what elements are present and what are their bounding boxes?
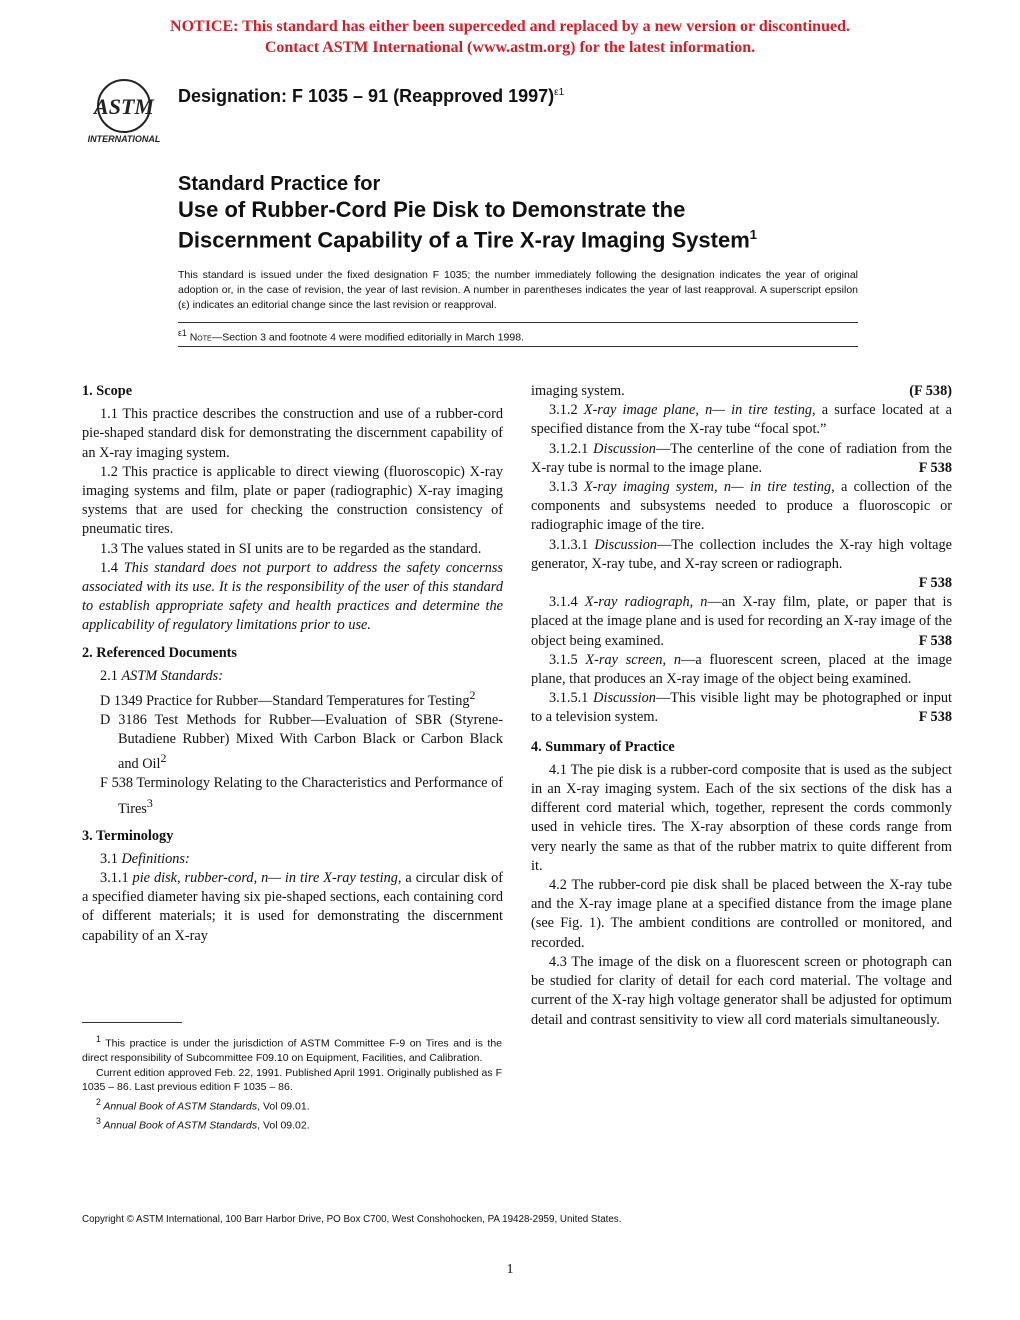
para-3-1-3: 3.1.3 X-ray imaging system, n— in tire testing, a collection of the components and subsystems needed to produce a fluoroscopic or radiographic image of the tire.: [531, 479, 952, 534]
para-2-1: 2.1 ASTM Standards:: [100, 667, 223, 684]
para-1-2: 1.2 This practice is applicable to direct viewing (fluoroscopic) X-ray imaging systems and film, plate or paper (radiographic) X-ray imaging systems that are used for checking the construction consistency of pneumatic tires.: [82, 463, 503, 538]
para-cont: imaging system. (F 538): [531, 383, 952, 399]
para-4-2: 4.2 The rubber-cord pie disk shall be placed between the X-ray tube and the X-ray image plane at a specified distance from the image plane (see Fig. 1). The ambient conditions are controlled or monitored, and recorded.: [531, 877, 952, 951]
para-3-1-4: 3.1.4 X-ray radiograph, n—an X-ray film, plate, or paper that is placed at the image plane and is used for recording an X-ray image of the object being examined. F 538: [531, 594, 953, 649]
ref-d1349: D 1349 Practice for Rubber—Standard Temperatures for Testing$^2$: [100, 688, 476, 709]
para-1-1: 1.1 This practice describes the construction and use of a rubber-cord pie-shaped standard disk for demonstrating the discernment capability of an X-ray imaging system.: [82, 406, 503, 461]
astm-logo: [84, 74, 170, 146]
notice-line-2: Contact ASTM International (www.astm.org) for the latest information.: [264, 39, 756, 56]
para-3-1-1: 3.1.1 pie disk, rubber-cord, n— in tire X-ray testing, a circular disk of a specified diameter having six pie-shaped sections, each containing cord of different materials; it is used for demonstrating the discernment capability of an X-ray: [82, 869, 503, 944]
section-2-heading: 2. Referenced Documents: [82, 644, 237, 661]
title-line-1: Standard Practice for: [178, 173, 381, 195]
designation-sup: ε1: [554, 87, 565, 98]
page-number: 1: [506, 1262, 514, 1277]
footnotes: [82, 1032, 502, 1133]
epsilon-note: $^{\varepsilon 1}$ Note—Section 3 and footnote 4 were modified editorially in March 1998.: [178, 328, 524, 344]
title-line-2: Use of Rubber-Cord Pie Disk to Demonstrate the: [178, 197, 686, 222]
designation-text: Designation: F 1035 – 91 (Reapproved 1997): [178, 86, 555, 106]
para-4-3: 4.3 The image of the disk on a fluorescent screen or photograph can be studied for clarity of detail for each cord material. The voltage and current of the X-ray high voltage generator shall be adjusted for optimum detail and contrast sensitivity to view all cord materials simultaneously.: [531, 953, 952, 1028]
footnote-1: $^1$ This practice is under the jurisdiction of ASTM Committee F-9 on Tires and is the direct responsibility of Subcommittee F09.10 on Equipment, Facilities, and Calibration.: [82, 1034, 502, 1064]
para-3-1: 3.1 Definitions:: [100, 850, 190, 867]
logo-subtext: INTERNATIONAL: [87, 134, 161, 144]
tag-3-1-3-1: F 538: [918, 575, 952, 592]
preamble: This standard is issued under the fixed designation F 1035; the number immediately following the designation indicates the year of original adoption or, in the case of revision, the year of last revision. A number in parentheses indicates the year of last reapproval. A superscript epsilon (ε) indicates an editorial change since the last revision or reapproval.: [178, 269, 858, 311]
para-3-1-3-1: 3.1.3.1 Discussion—The collection includes the X-ray high voltage generator, X-ray tube, and X-ray screen or radiograph.: [531, 536, 952, 572]
para-3-1-5-1: 3.1.5.1 Discussion—This visible light may be photographed or input to a television system. F 538: [531, 690, 952, 726]
divider-top: [178, 322, 858, 323]
ref-f538: F 538 Terminology Relating to the Characteristics and Performance of Tires$^3$: [100, 775, 503, 817]
para-4-1: 4.1 The pie disk is a rubber-cord composite that is used as the subject in an X-ray imaging system. Each of the six sections of the disk has a different cord material which, together, represent the cords commonly used in vehicle tires. The X-ray absorption of these cords range from very nearly the same as that of the rubber matrix to quite different from it.: [531, 761, 952, 874]
ref-d3186: D 3186 Test Methods for Rubber—Evaluation of SBR (Styrene-Butadiene Rubber) Mixed With Carbon Black or Carbon Black and Oil$^2$: [100, 712, 503, 773]
right-column: [531, 382, 952, 1030]
section-1-heading: 1. Scope: [82, 383, 133, 399]
para-1-4: 1.4 This standard does not purport to address the safety concernss associated with its use. It is the responsibility of the user of this standard to establish appropriate safety and health practices and determine the applicability of regulatory limitations prior to use.: [82, 559, 503, 634]
logo-text: ASTM: [94, 94, 154, 119]
para-3-1-2: 3.1.2 X-ray image plane, n— in tire testing, a surface located at a specified distance from the X-ray tube “focal spot.”: [531, 402, 952, 438]
notice-line-1: NOTICE: This standard has either been superceded and replaced by a new version or discontinued.: [170, 18, 850, 35]
left-column: [82, 382, 503, 946]
section-3-heading: 3. Terminology: [82, 827, 174, 844]
title-line-3: Discernment Capability of a Tire X-ray Imaging System$^1$: [178, 227, 758, 253]
designation: [178, 86, 564, 107]
copyright: Copyright © ASTM International, 100 Barr Harbor Drive, PO Box C700, West Conshohocken, PA 19428-2959, United States.: [82, 1214, 622, 1225]
footnote-1b: Current edition approved Feb. 22, 1991. Published April 1991. Originally published as F 1035 – 86. Last previous edition F 1035 – 86.: [82, 1066, 502, 1093]
para-3-1-5: 3.1.5 X-ray screen, n—a fluorescent screen, placed at the image plane, that produces an X-ray image of the object being examined.: [531, 651, 952, 688]
footnote-divider: [82, 1022, 182, 1023]
page-title: [178, 172, 757, 252]
footnote-3: $^3$ Annual Book of ASTM Standards, Vol 09.02.: [96, 1115, 310, 1131]
divider-bottom: [178, 346, 858, 347]
para-3-1-2-1: 3.1.2.1 Discussion—The centerline of the cone of radiation from the X-ray tube is normal to the image plane. F 538: [531, 440, 952, 476]
section-4-heading: 4. Summary of Practice: [531, 738, 675, 755]
para-1-3: 1.3 The values stated in SI units are to be regarded as the standard.: [100, 540, 482, 557]
footnote-2: $^2$ Annual Book of ASTM Standards, Vol 09.01.: [96, 1096, 310, 1112]
